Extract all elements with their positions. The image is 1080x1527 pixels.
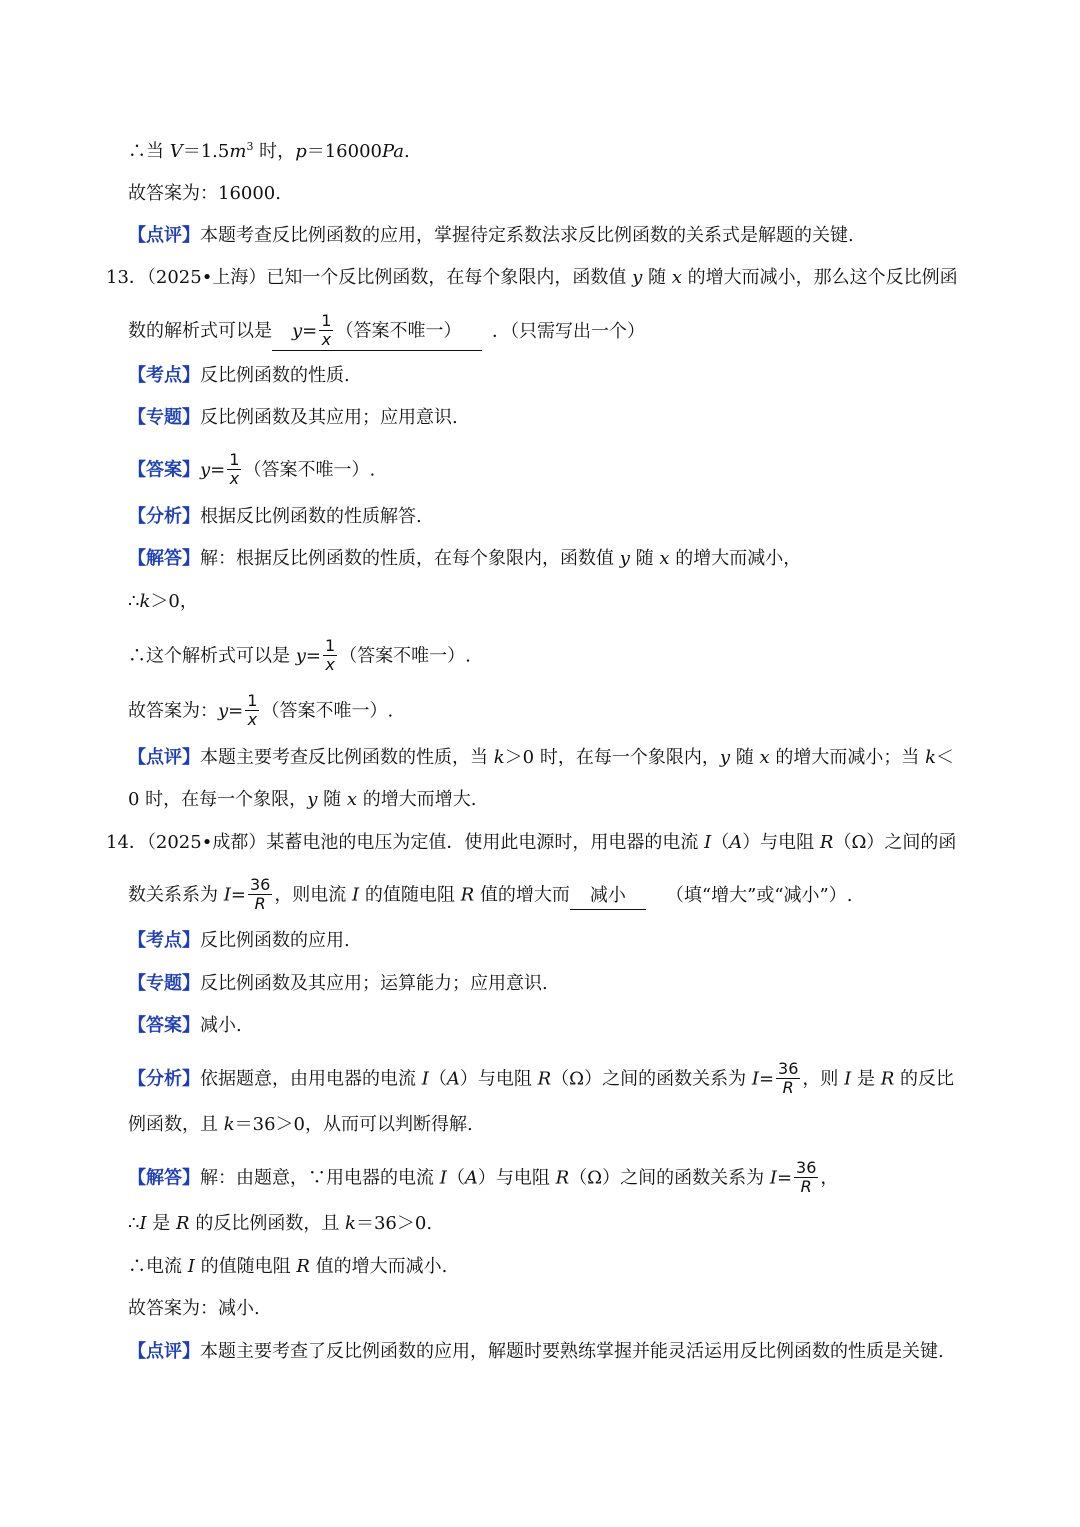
text-run: 数的解析式可以是 — [128, 320, 272, 342]
q13-step2 — [128, 638, 1080, 675]
text-run: （ — [428, 1068, 447, 1090]
math-variable: y — [632, 267, 643, 288]
text-run: 的值随电阻 — [194, 1256, 297, 1277]
text-run: 数关系系为 — [128, 884, 224, 906]
section-tag: 【点评】 — [128, 747, 200, 768]
math-variable: y — [292, 320, 303, 342]
answer-blank — [272, 313, 482, 351]
q14-question-line2 — [128, 877, 1080, 914]
math-variable: m — [229, 141, 247, 162]
text-run: （答案不唯一）. — [243, 459, 376, 481]
text-run: （Ω）之间的函数关系为 — [569, 1167, 770, 1189]
math-variable: p — [295, 141, 307, 162]
text-run: ∴这个解析式可以是 — [128, 645, 296, 667]
text-run: R — [254, 894, 266, 913]
text-run: 的反比 — [894, 1068, 954, 1090]
text-run: 随 — [642, 267, 672, 288]
text-run: ∴ — [128, 1213, 140, 1234]
text-run: 的反比例函数，且 — [189, 1213, 346, 1234]
text-run: = — [228, 700, 244, 722]
text-run: 本题主要考查反比例函数的性质，当 — [200, 747, 494, 768]
section-tag: 【答案】 — [128, 1015, 200, 1036]
text-run: 36 — [796, 1158, 817, 1177]
math-variable: I — [769, 1167, 777, 1189]
section-tag: 【点评】 — [128, 1341, 200, 1362]
text-run: = — [758, 1068, 775, 1090]
math-variable: I — [223, 884, 231, 906]
text-run: 随 — [629, 548, 660, 569]
math-variable: k — [493, 747, 505, 768]
text-run: （答案不唯一）. — [261, 700, 394, 722]
text-run: = — [305, 645, 321, 667]
math-variable: Pa — [381, 141, 405, 162]
q14-question-line1 — [106, 831, 1080, 855]
q13-fenxi — [128, 505, 1080, 529]
text-run: ＜ — [936, 747, 954, 768]
text-run: 本题考查反比例函数的应用，掌握待定系数法求反比例函数的关系式是解题的关键. — [200, 225, 854, 246]
math-variable: k — [925, 747, 936, 768]
text-run: 反比例函数的性质. — [200, 365, 350, 386]
text-run: ∴当 — [128, 141, 170, 162]
fraction — [776, 1060, 800, 1097]
math-variable: R — [819, 832, 834, 853]
text-run: 随 — [317, 789, 347, 810]
math-variable: x — [346, 789, 357, 810]
math-variable: I — [187, 1256, 195, 1277]
text-run: . — [404, 141, 410, 162]
math-variable: R — [555, 1167, 570, 1189]
text-run: ， — [820, 1167, 839, 1189]
text-run: ）与电阻 — [459, 1068, 538, 1090]
text-run: 1 — [247, 691, 258, 710]
math-variable: y — [619, 548, 630, 569]
text-run: 解：由题意，∵用电器的电流 — [200, 1167, 440, 1189]
q14-step1 — [128, 1212, 1080, 1236]
text-run: （Ω）之间的函数关系为 — [551, 1068, 752, 1090]
fraction — [794, 1159, 818, 1196]
text-run: 1 — [229, 450, 240, 469]
text-run: x — [229, 469, 240, 488]
math-variable: I — [844, 1068, 852, 1090]
math-variable: y — [307, 789, 318, 810]
text-run: = — [210, 459, 226, 481]
text-run: R — [800, 1177, 812, 1196]
fraction — [245, 692, 259, 729]
text-run: ＝36＞0. — [355, 1213, 433, 1234]
math-variable: R — [880, 1068, 895, 1090]
text-run: （答案不唯一）. — [339, 645, 471, 667]
text-run: ）与电阻 — [742, 832, 820, 853]
math-variable: A — [446, 1068, 460, 1090]
text-run: ）与电阻 — [477, 1167, 556, 1189]
q14-step2 — [128, 1255, 1080, 1279]
text-run: ＞0， — [150, 591, 198, 612]
math-variable: x — [659, 548, 670, 569]
math-variable: I — [352, 884, 360, 906]
review-tag: 【点评】 — [128, 225, 200, 246]
q13-step3 — [128, 693, 1080, 730]
text-run: 是 — [146, 1213, 177, 1234]
math-variable: x — [759, 747, 770, 768]
text-run: 的值随电阻 — [359, 884, 461, 906]
section-tag: 【分析】 — [128, 506, 200, 527]
text-run: 解：根据反比例函数的性质，在每个象限内，函数值 — [200, 548, 620, 569]
text-run: 是 — [851, 1068, 881, 1090]
text-run: ∴电流 — [128, 1256, 188, 1277]
section-tag: 【考点】 — [128, 365, 200, 386]
math-variable: k — [223, 1114, 235, 1135]
text-run: 的增大而减小，那么这个反比例函 — [681, 267, 958, 288]
text-run: 1 — [325, 636, 336, 655]
math-variable: y — [200, 459, 211, 481]
text-run: ＝36＞0，从而可以判断得解. — [234, 1114, 473, 1135]
text-run: 反比例函数的应用. — [200, 930, 350, 951]
text-run: 的增大而增大. — [356, 789, 477, 810]
math-variable: I — [704, 832, 712, 853]
math-variable: V — [169, 141, 183, 162]
text-run: 36 — [249, 875, 271, 894]
text-run: x — [321, 330, 332, 349]
math-variable: R — [460, 884, 475, 906]
answer-blank: 减小 — [570, 883, 646, 910]
fraction — [227, 451, 241, 488]
text-run: = — [776, 1167, 793, 1189]
text-run: 反比例函数及其应用；应用意识. — [200, 407, 458, 428]
math-variable: A — [729, 832, 743, 853]
text-run: ．（只需写出一个） — [492, 320, 645, 342]
q13-question-line2 — [128, 313, 1080, 351]
math-variable: R — [537, 1068, 552, 1090]
math-variable: A — [464, 1167, 478, 1189]
text-run: ＝1.5 — [182, 141, 230, 162]
text-run: ＞0 时，在每一个象限内， — [504, 747, 720, 768]
fraction — [319, 312, 333, 349]
text-run: 故答案为： — [128, 700, 218, 722]
math-variable: I — [421, 1068, 429, 1090]
text-run: ∴ — [128, 591, 140, 612]
q14-kaodian — [128, 929, 1080, 953]
q14-review — [128, 1340, 1080, 1364]
text-run: 本题主要考查了反比例函数的应用，解题时要熟练掌握并能灵活运用反比例函数的性质是关键. — [200, 1341, 944, 1362]
math-variable: I — [139, 1213, 147, 1234]
q12-conclusion-line — [128, 140, 1080, 164]
q14-step3: 故答案为：减小. — [128, 1298, 260, 1319]
text-run: x — [247, 710, 258, 729]
text-run: 值的增大而减小. — [309, 1256, 448, 1277]
fraction — [323, 637, 337, 674]
q13-step1 — [128, 590, 1080, 614]
section-tag: 【解答】 — [128, 548, 200, 569]
math-variable: y — [218, 700, 229, 722]
text-run: ＝16000 — [306, 141, 382, 162]
text-run: 反比例函数及其应用；运算能力；应用意识. — [200, 973, 548, 994]
math-variable: R — [296, 1256, 310, 1277]
math-variable: y — [719, 747, 731, 768]
q13-review-line2 — [128, 788, 1080, 812]
text-run: 的增大而减小， — [669, 548, 802, 569]
q13-kaodian — [128, 364, 1080, 388]
text-run: x — [325, 655, 335, 674]
text-run: 依据题意，由用电器的电流 — [200, 1068, 422, 1090]
math-variable: k — [139, 591, 151, 612]
q14-jieda — [128, 1160, 1080, 1197]
math-variable: x — [671, 267, 682, 288]
math-variable: k — [345, 1213, 356, 1234]
q13-zhuanti — [128, 406, 1080, 430]
q14-fenxi-line2 — [128, 1113, 1080, 1137]
text-run: 例函数，且 — [128, 1114, 224, 1135]
q14-daan — [128, 1014, 1080, 1038]
math-variable: I — [751, 1068, 759, 1090]
section-tag: 【考点】 — [128, 930, 200, 951]
q14-fenxi-line1 — [128, 1061, 1080, 1098]
q13-question-line1 — [106, 266, 1080, 290]
section-tag: 【答案】 — [128, 459, 200, 481]
q13-jieda — [128, 547, 1080, 571]
text-run: = — [302, 320, 318, 342]
text-run: （填“增大”或“减小”）. — [665, 884, 853, 906]
text-run: 0 时，在每一个象限， — [128, 789, 308, 810]
section-tag: 【解答】 — [128, 1167, 200, 1189]
text-run: R — [782, 1078, 794, 1097]
q14-zhuanti — [128, 972, 1080, 996]
q12-answer-line: 故答案为：16000. — [128, 183, 281, 204]
fraction — [248, 876, 272, 913]
text-run: 根据反比例函数的性质解答. — [200, 506, 422, 527]
math-variable: y — [295, 645, 306, 667]
superscript: 3 — [246, 140, 254, 153]
q13-review-line1 — [128, 746, 1080, 770]
text-run: 14．（2025•成都）某蓄电池的电压为定值．使用此电源时，用电器的电流 — [106, 832, 705, 853]
text-run: （ — [446, 1167, 465, 1189]
text-run: 13．（2025•上海）已知一个反比例函数，在每个象限内，函数值 — [106, 267, 633, 288]
text-run: 随 — [730, 747, 760, 768]
section-tag: 【专题】 — [128, 973, 200, 994]
section-tag: 【分析】 — [128, 1068, 200, 1090]
text-run: ，则电流 — [274, 884, 353, 906]
text-run: （答案不唯一） — [335, 320, 462, 342]
text-run: 时， — [253, 141, 296, 162]
text-run: （ — [711, 832, 730, 853]
text-run: 的增大而减小；当 — [769, 747, 926, 768]
text-run: = — [230, 884, 246, 906]
text-run: 36 — [778, 1059, 799, 1078]
section-tag: 【专题】 — [128, 407, 200, 428]
math-variable: I — [439, 1167, 447, 1189]
text-run: 值的增大而 — [474, 884, 570, 906]
q13-daan — [128, 452, 1080, 489]
q12-review — [128, 224, 1080, 248]
text-run: 1 — [321, 311, 332, 330]
math-variable: R — [176, 1213, 190, 1234]
text-run: 减小. — [200, 1015, 242, 1036]
text-run: （Ω）之间的函 — [833, 832, 957, 853]
text-run: ，则 — [802, 1068, 845, 1090]
